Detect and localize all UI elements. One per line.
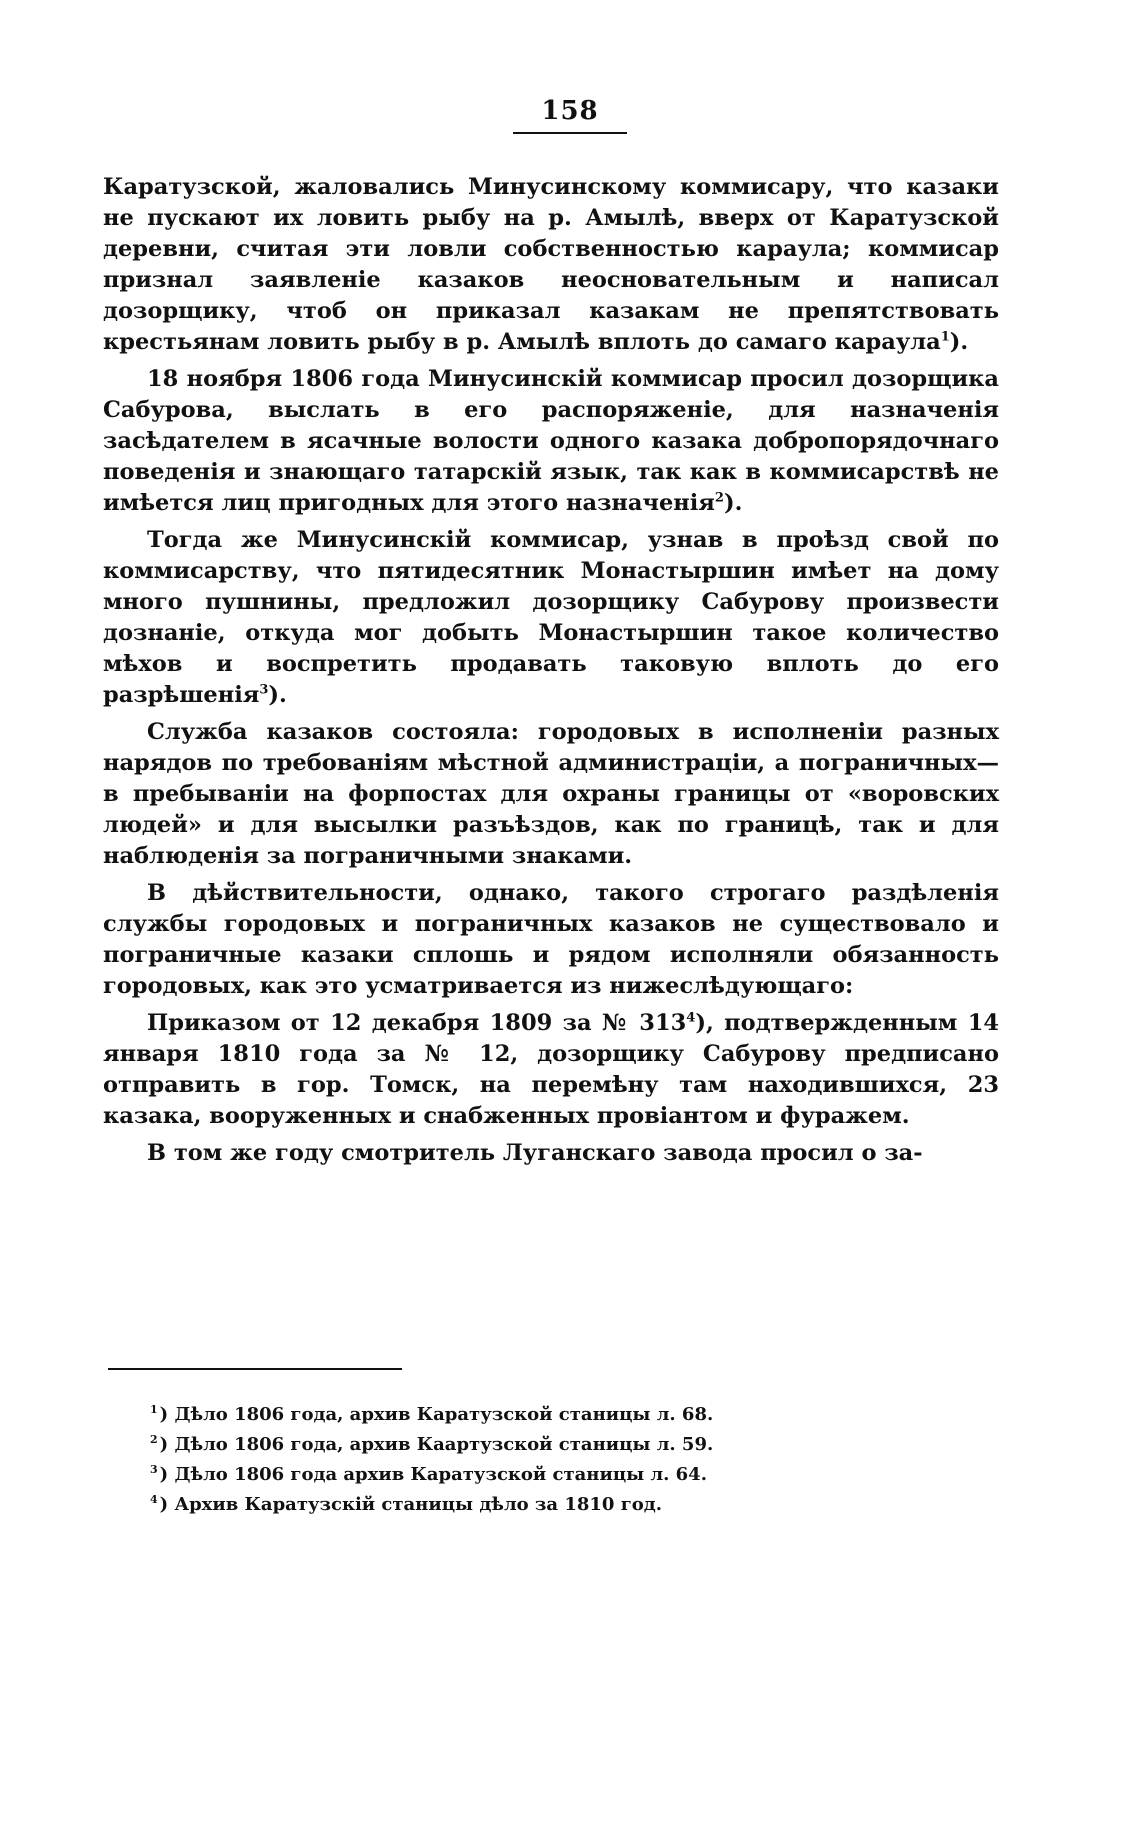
paragraph-text: Каратузской, жаловались Минусинскому коммисару, что казаки не пускают их ловить рыбу на р. Амылѣ, вверх от Каратузской деревни, считая эти ловли собственностью караула; коммисар признал заявленіе казаков неосновательным и написал дозорщику, чтоб он приказал казакам не препятствовать крестьянам ловить рыбу в р. Амылѣ вплоть до самаго караула xyxy=(103,174,999,355)
paragraph-tail: ). xyxy=(723,490,743,516)
paragraph-text: 18 ноября 1806 года Минусинскій коммисар просил дозорщика Сабурова, выслать в его распоряженіе, для назначенія засѣдателем в ясачные волости одного казака добропорядочнаго поведенія и знающаго татарскій язык, так как в коммисарствѣ не имѣется лиц пригодных для этого назначенія xyxy=(103,366,999,516)
page-header xyxy=(0,96,1140,134)
paragraph xyxy=(103,364,999,519)
paragraph xyxy=(103,172,999,358)
footnote-text: ) Дѣло 1806 года, архив Каартузской станицы л. 59. xyxy=(159,1434,714,1455)
footnotes xyxy=(150,1400,950,1520)
page-number: 158 xyxy=(513,96,626,134)
footnote-number: 4 xyxy=(150,1493,158,1506)
body-text xyxy=(103,172,999,1175)
paragraph-text: В том же году смотритель Луганскаго завода просил о за- xyxy=(147,1140,923,1166)
paragraph xyxy=(103,717,999,872)
footnote-ref: 4 xyxy=(686,1010,696,1026)
paragraph-tail: ). xyxy=(268,682,287,708)
paragraph-tail: ). xyxy=(949,329,969,355)
footnote-number: 1 xyxy=(150,1403,158,1416)
footnote-ref: 3 xyxy=(259,682,269,698)
footnote-ref: 1 xyxy=(940,329,950,345)
footnote-text: ) Архив Каратузскій станицы дѣло за 1810 год. xyxy=(159,1494,663,1515)
paragraph-text: В дѣйствительности, однако, такого строгаго раздѣленія службы городовых и пограничных казаков не существовало и пограничные казаки сплошь и рядом исполняли обязанность городовых, как это усматривается из нижеслѣдующаго: xyxy=(103,880,999,999)
paragraph xyxy=(103,1008,999,1132)
footnote-number: 3 xyxy=(150,1463,158,1476)
paragraph xyxy=(103,1138,999,1169)
footnote xyxy=(150,1430,950,1460)
paragraph-text: Служба казаков состояла: городовых в исполненіи разных нарядов по требованіям мѣстной администраціи, а пограничных—в пребываніи на форпостах для охраны границы от «воровских людей» и для высылки разъѣздов, как по границѣ, так и для наблюденія за пограничными знаками. xyxy=(103,719,999,869)
footnote-ref: 2 xyxy=(714,490,724,506)
footnote-number: 2 xyxy=(150,1433,158,1446)
footnote-divider xyxy=(108,1368,402,1370)
footnote-text: ) Дѣло 1806 года архив Каратузской станицы л. 64. xyxy=(159,1464,707,1485)
paragraph xyxy=(103,878,999,1002)
paragraph-tail: ), подтвержденным 14 января 1810 года за № 12, дозорщику Сабурову предписано отправить в гор. Томск, на перемѣну там находившихся, 23 казака, вооруженных и снабженных провіантом и фуражем. xyxy=(103,1010,1000,1129)
footnote xyxy=(150,1490,950,1520)
paragraph-text: Приказом от 12 декабря 1809 за № 313 xyxy=(147,1010,687,1036)
footnote xyxy=(150,1460,950,1490)
footnote xyxy=(150,1400,950,1430)
paragraph xyxy=(103,525,999,711)
paragraph-text: Тогда же Минусинскій коммисар, узнав в проѣзд свой по коммисарству, что пятидесятник Монастыршин имѣет на дому много пушнины, предложил дозорщику Сабурову произвести дознаніе, откуда мог добыть Монастыршин такое количество мѣхов и воспретить продавать таковую вплоть до его разрѣшенія xyxy=(103,527,999,708)
footnote-text: ) Дѣло 1806 года, архив Каратузской станицы л. 68. xyxy=(159,1404,714,1425)
